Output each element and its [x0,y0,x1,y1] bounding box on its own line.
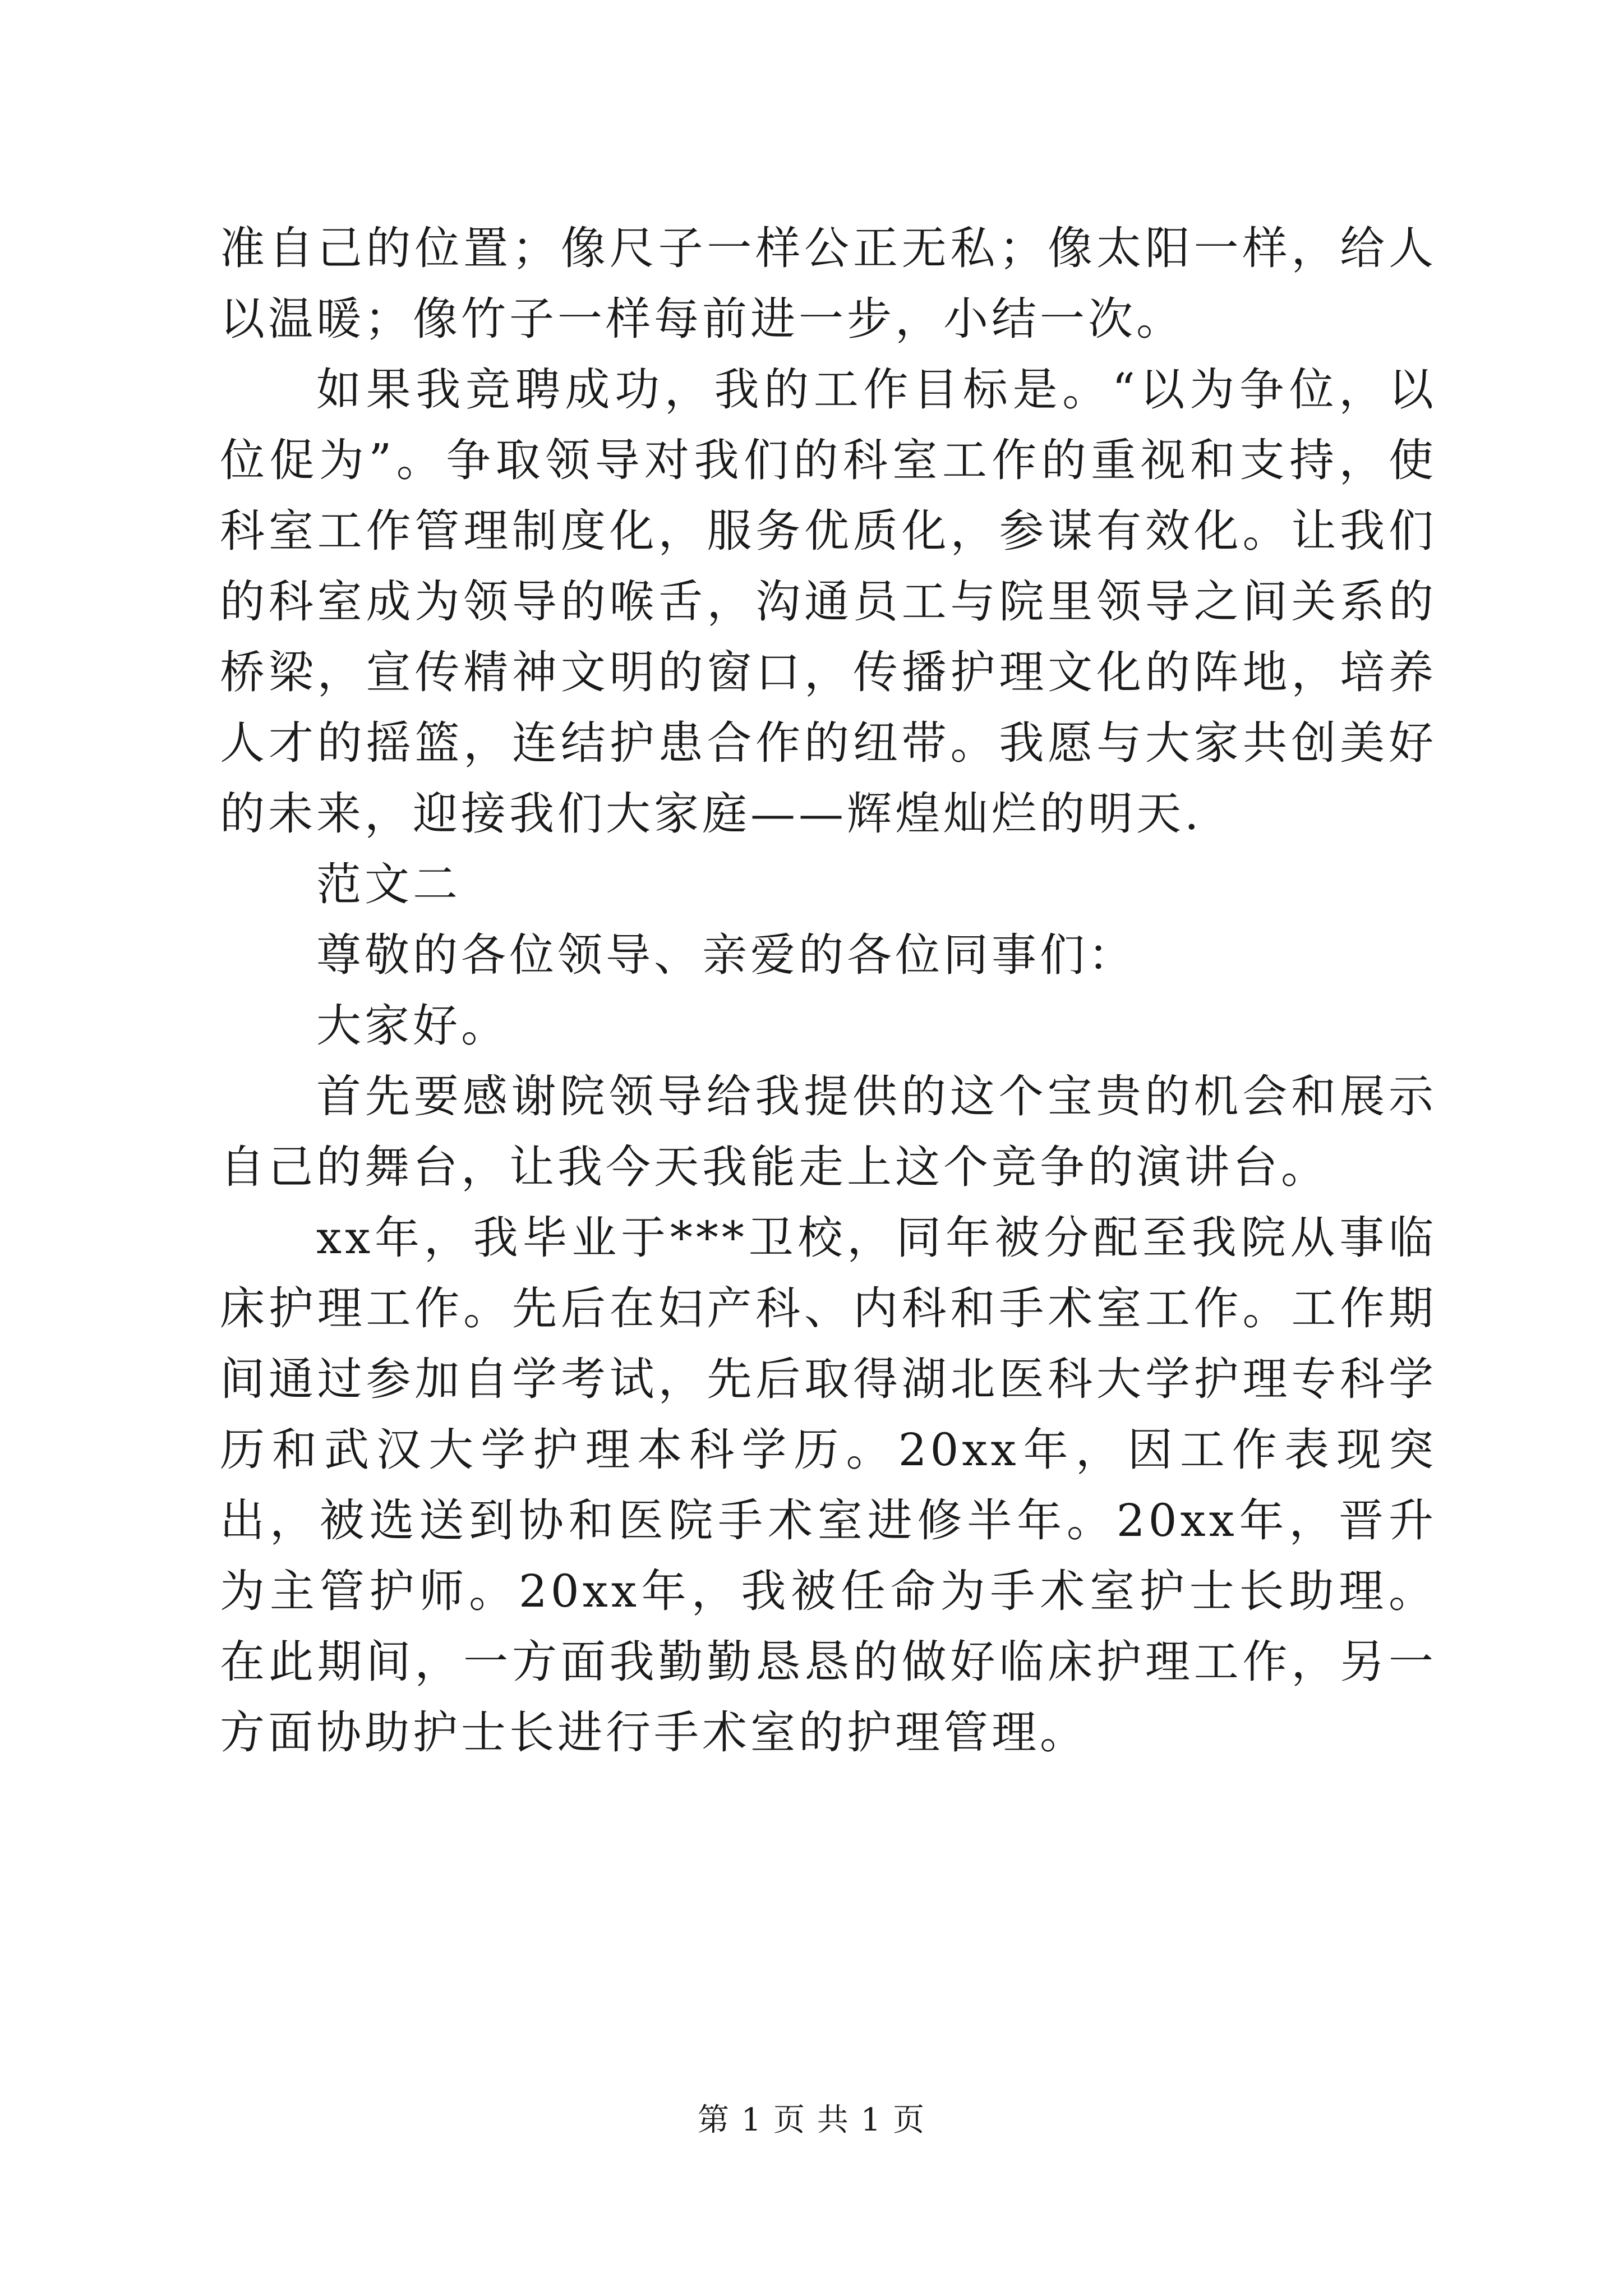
section-heading-fanwen-2: 范文二 [316,858,461,910]
page-footer: 第 1 页 共 1 页 [697,2102,926,2138]
salutation: 尊敬的各位领导、亲爱的各位同事们： [316,929,1136,981]
document-body [220,213,1437,1768]
greeting: 大家好。 [316,1000,509,1052]
paragraph-career: xx年，我毕业于***卫校，同年被分配至我院从事临床护理工作。先后在妇产科、内科和手术室工作。工作期间通过参加自学考试，先后取得湖北医科大学护理专科学历和武汉大学护理本科学历。20xx年，因工作表现突出，被选送到协和医院手术室进修半年。20xx年，晋升为主管护师。20xx年，我被任命为手术室护士长助理。在此期间，一方面我勤勤恳恳的做好临床护理工作，另一方面协助护士长进行手术室的护理管理。 [220,1212,1437,1759]
paragraph-1: 准自己的位置；像尺子一样公正无私；像太阳一样，给人以温暖；像竹子一样每前进一步，小结一次。 [220,222,1437,345]
paragraph-2: 如果我竞聘成功，我的工作目标是。“以为争位，以位促为”。争取领导对我们的科室工作的重视和支持，使科室工作管理制度化，服务优质化，参谋有效化。让我们的科室成为领导的喉舌，沟通员工与院里领导之间关系的桥梁，宣传精神文明的窗口，传播护理文化的阵地，培养人才的摇篮，连结护患合作的纽带。我愿与大家共创美好的未来，迎接我们大家庭——辉煌灿烂的明天. [220,364,1437,840]
paragraph-thanks: 首先要感谢院领导给我提供的这个宝贵的机会和展示自己的舞台，让我今天我能走上这个竞争的演讲台。 [220,1070,1437,1193]
